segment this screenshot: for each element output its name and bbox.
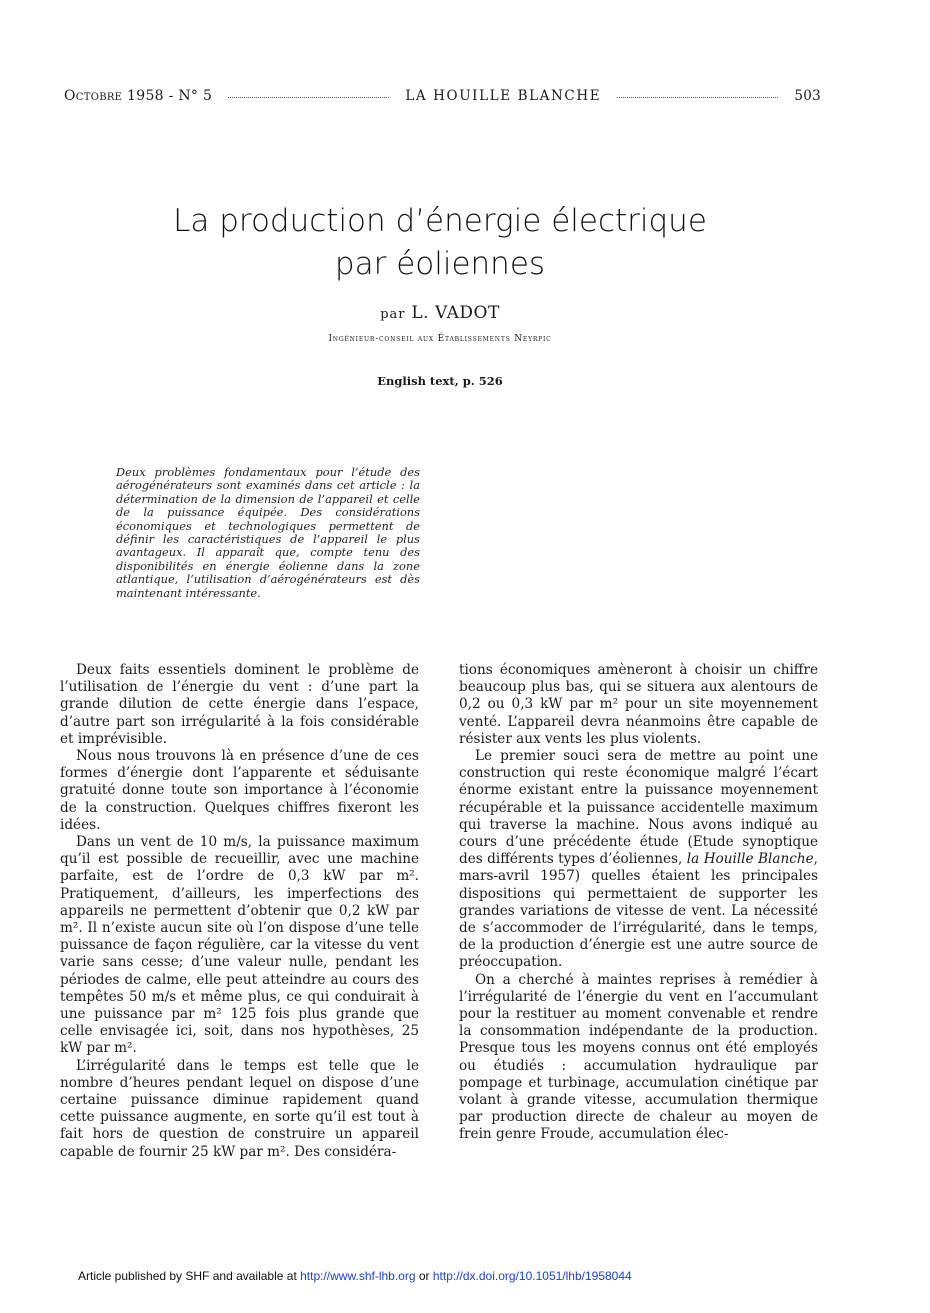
english-text-reference: English text, p. 526 [377,374,503,388]
paragraph: Nous nous trouvons là en présence d’une de ces formes d’énergie dont l’apparente et séduisante gratuité donne toute son importance à l’économie de la construction. Quelques chiffres fixeront les idées. [60,748,419,833]
paragraph [459,748,818,972]
paragraph: L’irrégularité dans le temps est telle que le nombre d’heures pendant lequel on dispose d’une certaine puissance diminue rapidement quand cette puissance augmente, en sorte qu’il est tout à fait hors de question de construire un appareil capable de fournir 25 kW par m². Des considéra- [60,1057,419,1160]
publication-footer [78,1269,878,1283]
shf-link[interactable]: http://www.shf-lhb.org [300,1269,416,1283]
paragraph: On a cherché à maintes reprises à remédier à l’irrégularité de l’énergie du vent en l’accumulant pour la restituer au moment convenable et rendre la consommation indépendante de la production. Presque tous les moyens connus ont été employés ou étudiés : accumulation hydraulique par pompage et turbinage, accumulation cinétique par volant à grande vitesse, accumulation thermique par production directe de chaleur au moyen de frein genre Froude, accumulation élec- [459,971,818,1143]
article-title [60,200,820,286]
journal-name: LA HOUILLE BLANCHE [405,88,602,104]
paragraph: Deux faits essentiels dominent le problème de l’utilisation de l’énergie du vent : d’une part la grande dilution de cette énergie dans l’espace, d’autre part son irrégularité à la fois considérable et imprévisible. [60,662,419,747]
byline [60,303,820,323]
body-column-right [459,662,818,1144]
running-head [64,86,821,106]
paragraph: Dans un vent de 10 m/s, la puissance maximum qu’il est possible de recueillir, avec une machine parfaite, est de l’ordre de 0,3 kW par m². Pratiquement, d’ailleurs, les imperfections des appareils ne permettent d’obtenir que 0,2 kW par m². Il n’existe aucun site où l’on dispose d’une telle puissance de façon régulière, car la vitesse du vent varie sans cesse; d’une valeur nulle, pendant les périodes de calme, elle peut atteindre au cours des tempêtes 50 m/s et même plus, ce qui conduirait à une puissance par m² 125 fois plus grande que celle envisagée ici, soit, dans nos hypothèses, 25 kW par m². [60,834,419,1057]
dotted-rule-right [617,97,778,98]
page-number: 503 [794,88,821,104]
paragraph-continued: tions économiques amèneront à choisir un chiffre beaucoup plus bas, qui se situera aux alentours de 0,2 ou 0,3 kW par m² pour un site moyennement venté. L’appareil devra néanmoins être capable de résister aux vents les plus violents. [459,662,818,747]
footer-middle: or [415,1269,433,1283]
byline-par: par [380,307,406,322]
paragraph-text: , mars-avril 1957) quelles étaient les principales dispositions qui permettaient de supporter les grandes variations de vitesse de vent. La nécessité de s’accommoder de l’irrégularité, dans le temps, de la production d’énergie est une autre source de préoccupation. [459,851,818,971]
footer-prefix: Article published by SHF and available at [78,1269,301,1283]
body-column-left [60,662,419,1161]
issue-label: Octobre 1958 - N° 5 [64,88,213,104]
doi-link[interactable]: http://dx.doi.org/10.1051/lhb/1958044 [432,1269,632,1283]
paragraph-text: Le premier souci sera de mettre au point une construction qui reste économique malgré l’écart énorme existant entre la puissance moyennement récupérable et la puissance accidentelle maximum qui traverse la machine. Nous avons indiqué au cours d’une précédente étude (Etude synoptique des différents types d’éoliennes, [459,748,818,868]
journal-citation: la Houille Blanche [686,851,814,868]
dotted-rule-left [228,97,389,98]
author-name: L. VADOT [411,303,500,323]
title-line-1: La production d’énergie électrique [173,203,707,239]
title-line-2: par éoliennes [334,246,546,282]
abstract: Deux problèmes fondamentaux pour l’étude des aérogénérateurs sont examinés dans cet article : la détermination de la dimension de l’appareil et celle de la puissance équipée. Des considérations économiques et technologiques permettent de définir les caractéristiques de l’appareil le plus avantageux. Il apparaît que, compte tenu des disponibilités en énergie éolienne dans la zone atlantique, l’utilisation d’aérogénérateurs est dès maintenant intéressante. [116,465,420,600]
author-affiliation: Ingénieur-conseil aux Établissements Neyrpic [328,334,552,344]
